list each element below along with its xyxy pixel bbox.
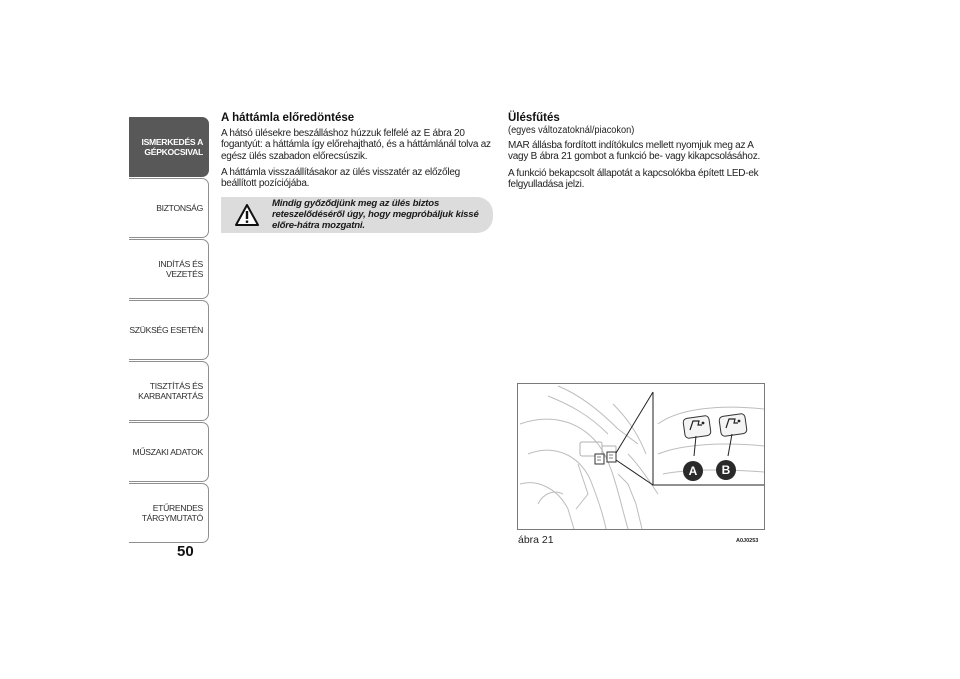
figure-caption: ábra 21 bbox=[518, 534, 554, 546]
warning-box bbox=[221, 197, 493, 233]
warning-text: Mindig győződjünk meg az ülés biztos reteszelődéséről úgy, hogy megpróbáljuk kissé előre-hátra mozgatni. bbox=[272, 198, 479, 231]
tab-targymutato[interactable] bbox=[129, 483, 209, 543]
tab-label: INDÍTÁS ÉS VEZETÉS bbox=[158, 259, 203, 279]
section-heading-backrest: A háttámla előredöntése bbox=[221, 112, 355, 124]
section-heading-seat-heating: Ülésfűtés bbox=[508, 112, 560, 124]
tab-ismerkedes[interactable] bbox=[129, 117, 209, 177]
tab-szukseg[interactable] bbox=[129, 300, 209, 360]
tab-label: BIZTONSÁG bbox=[156, 203, 203, 213]
figure-seat-heating-buttons bbox=[517, 383, 765, 530]
tab-inditas[interactable] bbox=[129, 239, 209, 299]
right-column bbox=[508, 112, 766, 195]
figure-code: A0J0253 bbox=[736, 538, 759, 544]
tab-label: ISMERKEDÉS A GÉPKOCSIVAL bbox=[141, 137, 203, 157]
chapter-tabs bbox=[129, 117, 211, 544]
tab-muszaki[interactable] bbox=[129, 422, 209, 482]
tab-label: TISZTÍTÁS ÉS KARBANTARTÁS bbox=[138, 381, 203, 401]
section-subheading: (egyes változatoknál/piacokon) bbox=[508, 125, 635, 136]
tab-tisztitas[interactable] bbox=[129, 361, 209, 421]
console-illustration bbox=[518, 384, 764, 529]
label-a: A bbox=[688, 464, 698, 478]
tab-label: SZÜKSÉG ESETÉN bbox=[129, 325, 203, 335]
tab-biztonsag[interactable] bbox=[129, 178, 209, 238]
paragraph: A háttámla visszaállításakor az ülés visszatér az előzőleg beállított pozíciójába. bbox=[221, 166, 460, 190]
label-b: B bbox=[721, 463, 731, 477]
paragraph: A hátsó ülésekre beszálláshoz húzzuk felfelé az E ábra 20 fogantyút: a háttámla így előrehajtható, és a háttámlánál tolva az egész ülés szabadon előrecsúszik. bbox=[221, 128, 491, 162]
tab-label: ETŰRENDES TÁRGYMUTATÓ bbox=[141, 503, 203, 523]
page-number: 50 bbox=[177, 543, 194, 560]
warning-triangle-icon bbox=[235, 204, 259, 226]
paragraph: A funkció bekapcsolt állapotát a kapcsolókba épített LED-ek felgyulladása jelzi. bbox=[508, 167, 759, 190]
paragraph: MAR állásba fordított indítókulcs mellett nyomjuk meg az A vagy B ábra 21 gombot a funkció be- vagy kikapcsolásához. bbox=[508, 140, 761, 163]
tab-label: MŰSZAKI ADATOK bbox=[132, 447, 203, 457]
left-column bbox=[221, 112, 493, 233]
